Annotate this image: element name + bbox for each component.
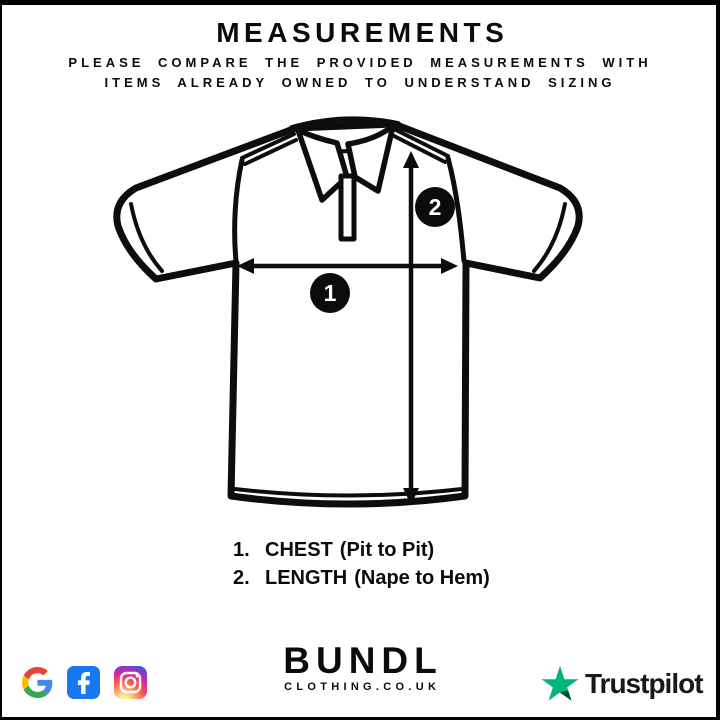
measurement-legend (233, 539, 490, 595)
marker-chest-number: 1 (323, 279, 337, 306)
legend-label: LENGTH (265, 567, 348, 589)
legend-number: 2. (233, 567, 250, 589)
placket (341, 176, 354, 239)
trustpilot-logo (541, 665, 703, 702)
marker-length (415, 187, 455, 227)
trustpilot-star-icon (541, 665, 579, 702)
legend-number: 1. (233, 539, 250, 561)
page-title: MEASUREMENTS (216, 17, 509, 48)
legend-item-length (233, 567, 490, 595)
legend-item-chest (233, 539, 490, 567)
brand-domain: CLOTHING.CO.UK (284, 681, 441, 693)
marker-length-number: 2 (428, 193, 442, 220)
trustpilot-label: Trustpilot (585, 667, 703, 699)
legend-detail: (Nape to Hem) (354, 567, 490, 589)
legend-detail: (Pit to Pit) (339, 539, 435, 561)
legend-label: CHEST (265, 539, 333, 561)
brand-name: BUNDL (283, 640, 443, 681)
subtitle-line-1: PLEASE COMPARE THE PROVIDED MEASUREMENTS WITH (68, 55, 652, 70)
marker-chest (310, 273, 350, 313)
subtitle-line-2: ITEMS ALREADY OWNED TO UNDERSTAND SIZING (104, 75, 616, 90)
